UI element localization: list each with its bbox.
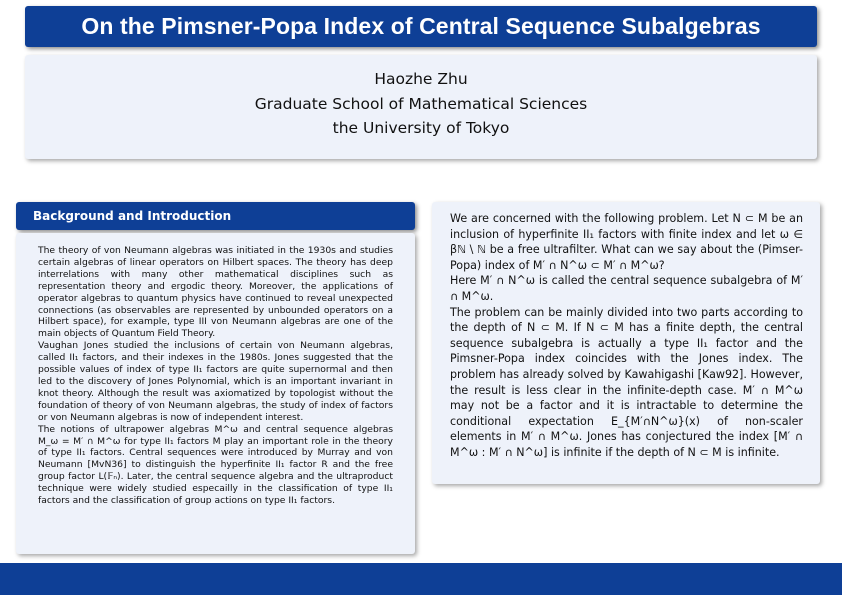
- title-bar: [25, 6, 817, 47]
- author-name: Haozhe Zhu: [374, 70, 468, 88]
- poster-title: On the Pimsner-Popa Index of Central Sequence Subalgebras: [81, 13, 761, 39]
- author-block: [25, 55, 817, 159]
- problem-paragraph: The problem can be mainly divided into two parts according to the depth of N ⊂ M. If N ⊂ M has a finite depth, the central sequence subalgebra is actually a type II₁ factor and the Pimsner-Popa index coincides with the Jones index. The problem has already solved by Kawahigashi [Kaw92]. However, the result is less clear in the infinite-depth case. M′ ∩ M^ω may not be a factor and it is intractable to determine the conditional expectation E_{M′∩N^ω}(x) of non-scaler elements in M′ ∩ M^ω. Jones has conjectured the index [M′ ∩ M^ω : M′ ∩ N^ω] is infinite if the depth of N ⊂ M is infinite.: [450, 305, 803, 459]
- background-paragraph: Vaughan Jones studied the inclusions of certain von Neumann algebras, called II₁ factors, and their indexes in the 1980s. Jones suggested that the possible values of index of type II₁ factors are quite supernormal and then led to the discovery of Jones Polynomial, which is an important invariant in knot theory. Although the result was axiomatized by topologist without the foundation of theory of von Neumann algebras, the study of index of factors or von Neumann algebras is now of independent interest.: [38, 340, 393, 423]
- background-paragraph: The theory of von Neumann algebras was initiated in the 1930s and studies certain algebras of linear operators on Hilbert spaces. The theory has deep interrelations with many other mathematical disciplines such as representation theory and ergodic theory. Moreover, the applications of operator algebras to quantum physics have continued to reveal unexpected connections (as observables are represented by unbounded operators on a Hilbert space), for example, type III von Neumann algebras are one of the main objects of Quantum Field Theory.: [38, 245, 393, 340]
- author-affiliation: Graduate School of Mathematical Sciences: [254, 94, 588, 113]
- background-heading: Background and Introduction: [16, 202, 415, 230]
- problem-paragraph: Here M′ ∩ N^ω is called the central sequence subalgebra of M′ ∩ M^ω.: [450, 274, 803, 303]
- author-university: the University of Tokyo: [332, 119, 510, 137]
- problem-paragraph: We are concerned with the following problem. Let N ⊂ M be an inclusion of hyperfinite II₁ factors with finite index and let ω ∈ βℕ \ ℕ be a free ultrafilter. What can we say about the (Pimser-Popa) index of M′ ∩ N^ω ⊂ M′ ∩ M^ω?: [450, 212, 803, 272]
- background-body: [16, 233, 415, 554]
- background-paragraph: The notions of ultrapower algebras M^ω and central sequence algebras M_ω = M′ ∩ M^ω for type II₁ factors M play an important role in the theory of type II₁ factors. Central sequences were introduced by Murray and von Neumann [MvN36] to distinguish the hyperfinite II₁ factor R and the free group factor L(𝔽ₙ). Later, the central sequence algebra and the ultraproduct technique were widely studied especailly in the classification of type II₁ factors and the classification of group actions on type II₁ factors.: [38, 423, 393, 507]
- footer-bar: [0, 563, 842, 595]
- problem-block: [432, 202, 820, 484]
